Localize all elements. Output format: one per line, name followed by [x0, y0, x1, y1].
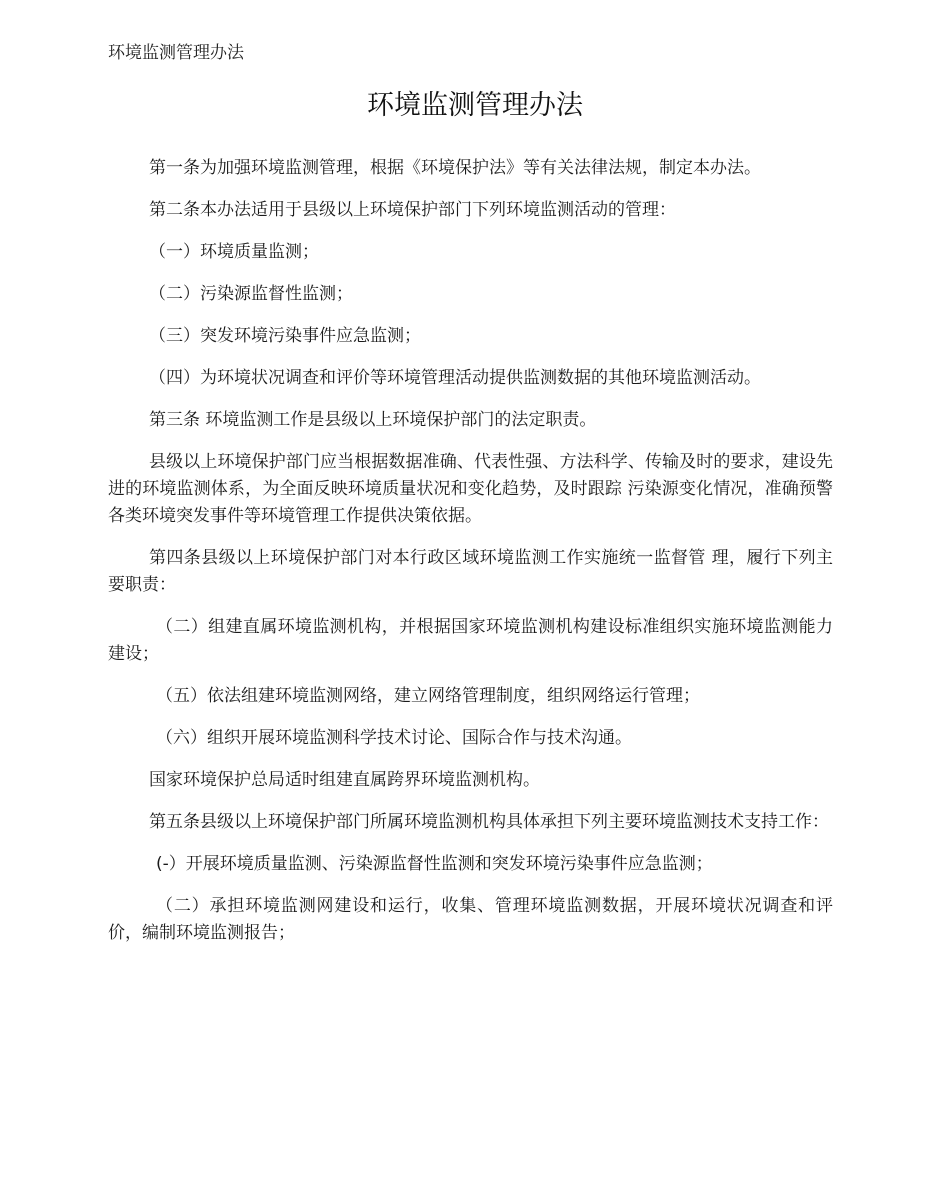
- article-2-item-3: （三）突发环境污染事件应急监测；: [149, 326, 421, 346]
- article-3-paragraph: 县级以上环境保护部门应当根据数据准确、代表性强、方法科学、传输及时的要求，建设先进的环境监测体系，为全面反映环境质量状况和变化趋势，及时跟踪 污染源变化情况，准确预警各类环境突发事件等环境管理工作提供决策依据。: [108, 452, 833, 526]
- article-5-item-1: (-）开展环境质量监测、污染源监督性监测和突发环境污染事件应急监测；: [156, 854, 713, 874]
- article-4-item-2: （二）组建直属环境监测机构，并根据国家环境监测机构建设标准组织实施环境监测能力建设；: [108, 617, 833, 664]
- article-2-item-4: （四）为环境状况调查和评价等环境管理活动提供监测数据的其他环境监测活动。: [149, 368, 761, 388]
- article-4-item-6: （六）组织开展环境监测科学技术讨论、国际合作与技术沟通。: [156, 728, 632, 748]
- document-body: [108, 155, 833, 962]
- article-2: 第二条本办法适用于县级以上环境保护部门下列环境监测活动的管理：: [149, 200, 676, 220]
- article-5: 第五条县级以上环境保护部门所属环境监测机构具体承担下列主要环境监测技术支持工作：: [149, 812, 829, 832]
- article-3: 第三条 环境监测工作是县级以上环境保护部门的法定职责。: [149, 410, 597, 430]
- article-4: 第四条县级以上环境保护部门对本行政区域环境监测工作实施统一监督管 理，履行下列主要职责：: [108, 548, 833, 595]
- running-header: 环境监测管理办法: [108, 43, 244, 63]
- article-1: 第一条为加强环境监测管理，根据《环境保护法》等有关法律法规，制定本办法。: [149, 158, 761, 178]
- document-title: 环境监测管理办法: [367, 90, 583, 121]
- article-4-note: 国家环境保护总局适时组建直属跨界环境监测机构。: [149, 770, 540, 790]
- article-2-item-2: （二）污染源监督性监测；: [149, 284, 353, 304]
- article-2-item-1: （一）环境质量监测；: [149, 242, 319, 262]
- article-5-item-2: （二）承担环境监测网建设和运行，收集、管理环境监测数据，开展环境状况调查和评价，编制环境监测报告；: [108, 896, 833, 943]
- article-4-item-5: （五）依法组建环境监测网络，建立网络管理制度，组织网络运行管理；: [156, 686, 700, 706]
